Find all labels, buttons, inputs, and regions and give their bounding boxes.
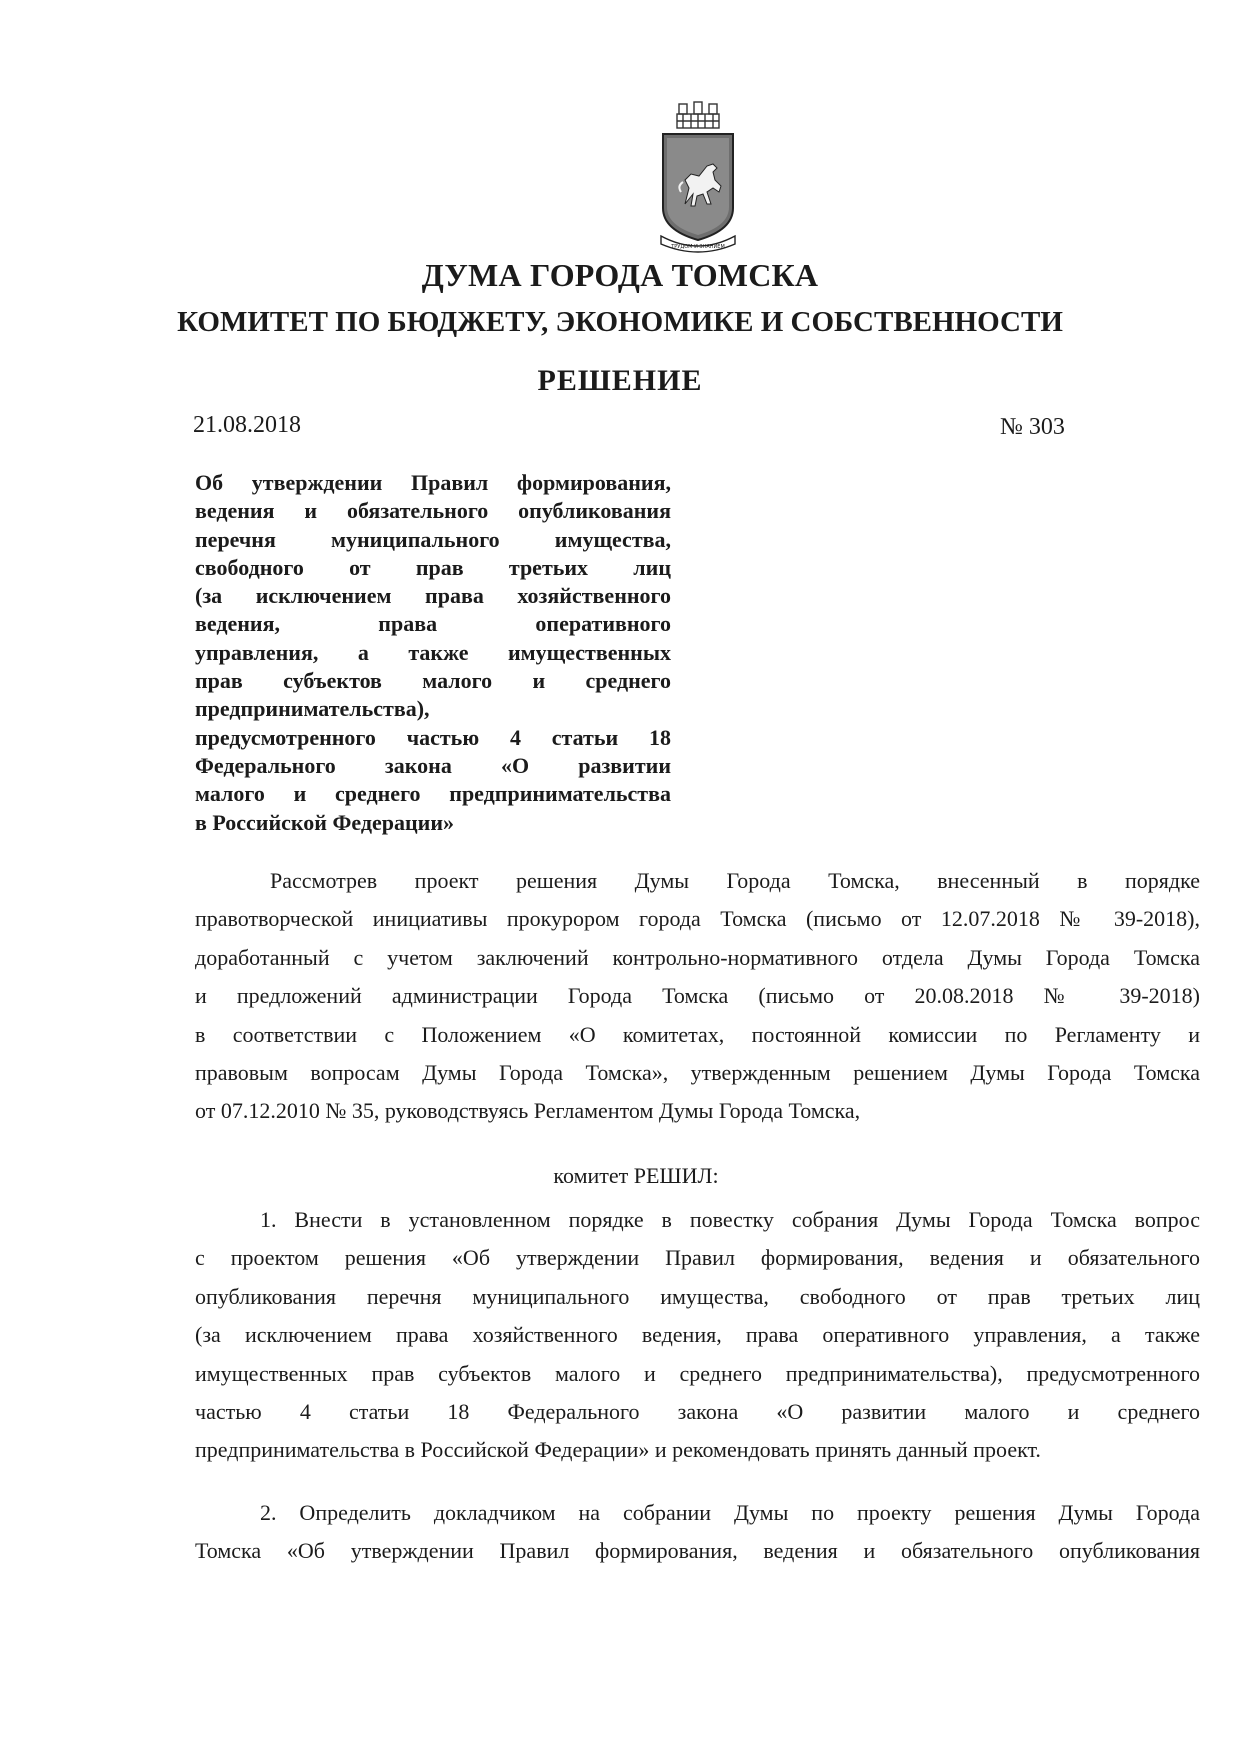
paragraph-line: с проектом решения «Об утверждении Правил формирования, ведения и обязательного bbox=[195, 1245, 1200, 1271]
title-line: перечня муниципального имущества, bbox=[195, 526, 671, 552]
organization-heading: ДУМА ГОРОДА ТОМСКА bbox=[421, 257, 819, 293]
title-line: ведения и обязательного опубликования bbox=[195, 498, 671, 524]
title-line: предпринимательства), bbox=[195, 696, 430, 722]
title-line: в Российской Федерации» bbox=[195, 809, 455, 835]
title-line: Федерального закона «О развитии bbox=[195, 752, 671, 778]
tomsk-coat-of-arms-icon bbox=[655, 100, 741, 255]
title-line: Об утверждении Правил формирования, bbox=[195, 470, 671, 495]
item-2-paragraph bbox=[195, 1498, 1200, 1575]
title-line: свободного от прав третьих лиц bbox=[195, 554, 671, 580]
title-line: малого и среднего предпринимательства bbox=[195, 781, 671, 807]
paragraph-line: имущественных прав субъектов малого и среднего предпринимательства), предусмотренного bbox=[195, 1360, 1200, 1386]
title-line: ведения, права оперативного bbox=[195, 611, 671, 637]
paragraph-line: в соответствии с Положением «О комитетах, постоянной комиссии по Регламенту и bbox=[195, 1021, 1200, 1047]
paragraph-line: 1. Внести в установленном порядке в повестку собрания Думы Города Томска вопрос bbox=[260, 1207, 1200, 1232]
title-line: прав субъектов малого и среднего bbox=[195, 668, 671, 694]
title-line: управления, а также имущественных bbox=[195, 639, 671, 665]
document-date: 21.08.2018 bbox=[193, 412, 301, 438]
svg-text:ТРУДОМ И ЗНАНИЕМ: ТРУДОМ И ЗНАНИЕМ bbox=[671, 244, 725, 250]
document-number: № 303 bbox=[1000, 414, 1065, 440]
paragraph-line: Рассмотрев проект решения Думы Города Томска, внесенный в порядке bbox=[270, 868, 1200, 893]
paragraph-line: предпринимательства в Российской Федерации» и рекомендовать принять данный проект. bbox=[195, 1437, 1041, 1463]
paragraph-line: частью 4 статьи 18 Федерального закона «О развитии малого и среднего bbox=[195, 1398, 1200, 1424]
paragraph-line: правотворческой инициативы прокурором города Томска (письмо от 12.07.2018 № 39-2018), bbox=[195, 906, 1200, 932]
document-type-heading: РЕШЕНИЕ bbox=[537, 364, 703, 397]
paragraph-line: опубликования перечня муниципального имущества, свободного от прав третьих лиц bbox=[195, 1283, 1200, 1309]
preamble-paragraph bbox=[195, 866, 1200, 1135]
item-1-paragraph bbox=[195, 1205, 1200, 1474]
title-line: (за исключением права хозяйственного bbox=[195, 583, 671, 609]
committee-heading: КОМИТЕТ ПО БЮДЖЕТУ, ЭКОНОМИКЕ И СОБСТВЕННОСТИ bbox=[177, 306, 1063, 338]
title-line: предусмотренного частью 4 статьи 18 bbox=[195, 724, 671, 750]
paragraph-line: от 07.12.2010 № 35, руководствуясь Регламентом Думы Города Томска, bbox=[195, 1098, 861, 1124]
paragraph-line: (за исключением права хозяйственного ведения, права оперативного управления, а также bbox=[195, 1322, 1200, 1348]
decision-statement: комитет РЕШИЛ: bbox=[553, 1163, 719, 1188]
paragraph-line: и предложений администрации Города Томска (письмо от 20.08.2018 № 39-2018) bbox=[195, 983, 1200, 1009]
paragraph-line: доработанный с учетом заключений контрольно-нормативного отдела Думы Города Томска bbox=[195, 944, 1200, 970]
paragraph-line: Томска «Об утверждении Правил формирования, ведения и обязательного опубликования bbox=[195, 1538, 1200, 1564]
paragraph-line: 2. Определить докладчиком на собрании Думы по проекту решения Думы Города bbox=[260, 1500, 1200, 1525]
paragraph-line: правовым вопросам Думы Города Томска», утвержденным решением Думы Города Томска bbox=[195, 1059, 1200, 1085]
document-title bbox=[195, 469, 671, 837]
